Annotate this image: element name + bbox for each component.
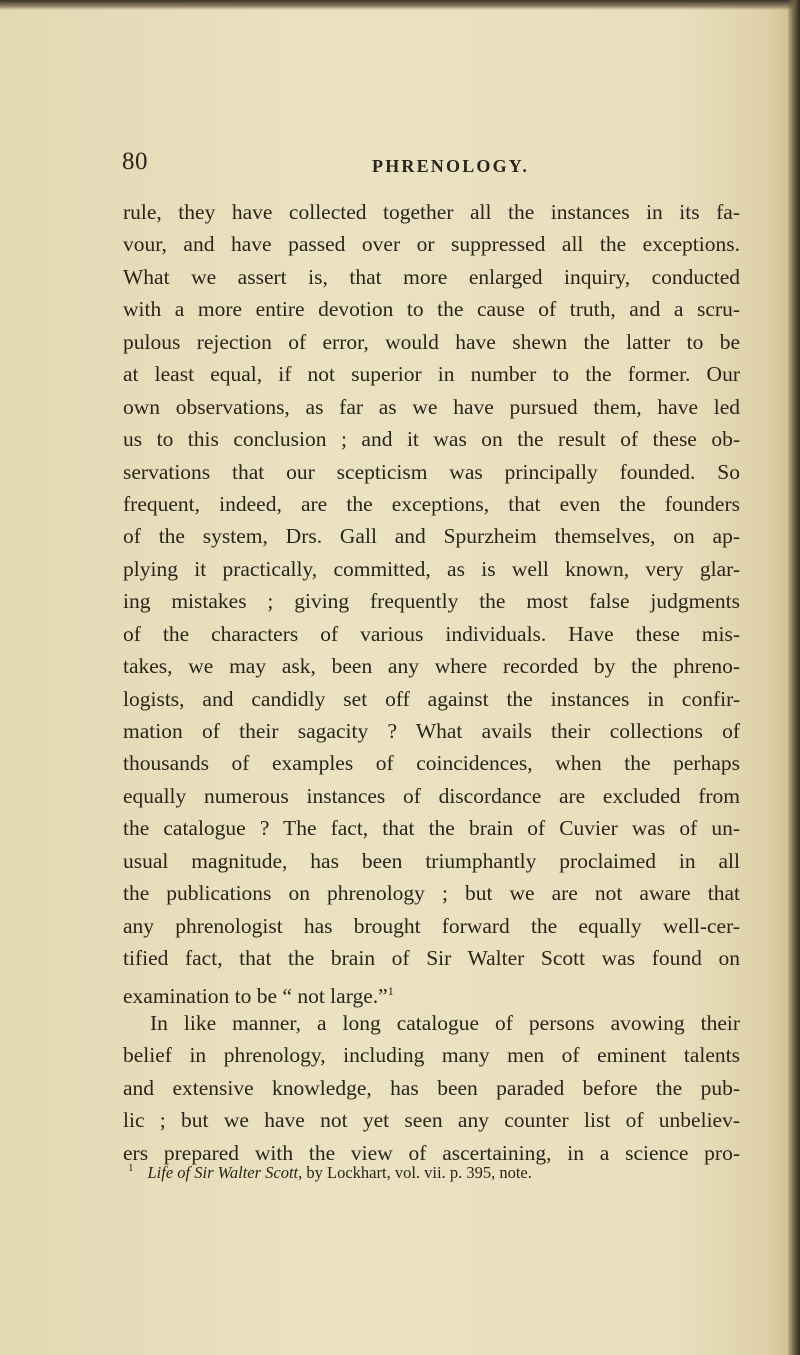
text-line: belief in phrenology, including many men of eminent talents [123,1043,740,1068]
page-top-edge [0,0,800,10]
text-line: vour, and have passed over or suppressed all the exceptions. [123,232,740,257]
text-line: tified fact, that the brain of Sir Walter Scott was found on [123,946,740,971]
text-line: the catalogue ? The fact, that the brain of Cuvier was of un- [123,816,740,841]
text-line: us to this conclusion ; and it was on the result of these ob- [123,427,740,452]
text-line: of the system, Drs. Gall and Spurzheim themselves, on ap- [123,524,740,549]
text-line: logists, and candidly set off against the instances in confir- [123,686,740,711]
footnote [128,1162,688,1183]
text-line: servations that our scepticism was principally founded. So [123,459,740,484]
text-line-content: examination to be “ not large.” [123,983,388,1008]
paragraph-start-line: In like manner, a long catalogue of persons avowing their [150,1010,740,1035]
text-line: and extensive knowledge, has been paraded before the pub- [123,1075,740,1100]
text-line: any phrenologist has brought forward the equally well-cer- [123,913,740,938]
text-line: mation of their sagacity ? What avails their collections of [123,719,740,743]
body-text [123,196,740,1169]
text-line: own observations, as far as we have pursued them, have led [123,394,740,419]
page-number: 80 [122,148,148,175]
text-line: ers prepared with the view of ascertaining, in a science pro- [123,1140,740,1165]
page-binding-edge [788,0,800,1355]
text-line-with-footnote-ref [123,975,740,1007]
text-line: of the characters of various individuals. Have these mis- [123,621,740,646]
footnote-reference: 1 [387,983,394,998]
text-line: frequent, indeed, are the exceptions, that even the founders [123,491,740,516]
footnote-citation: by Lockhart, vol. vii. p. 395, note. [302,1163,532,1182]
footnote-marker: 1 [128,1162,134,1174]
text-line: lic ; but we have not yet seen any counter list of unbeliev- [123,1108,740,1133]
text-line: rule, they have collected together all the instances in its fa- [123,200,740,224]
text-line: What we assert is, that more enlarged inquiry, conducted [123,264,740,289]
text-line: thousands of examples of coincidences, when the perhaps [123,751,740,776]
text-line: the publications on phrenology ; but we are not aware that [123,881,740,906]
text-line: at least equal, if not superior in number to the former. Our [123,362,740,387]
footnote-title: Life of Sir Walter Scott, [147,1163,303,1182]
running-head: PHRENOLOGY. [372,156,530,176]
text-line: usual magnitude, has been triumphantly proclaimed in all [123,848,740,873]
text-line: plying it practically, committed, as is well known, very glar- [123,556,740,581]
text-line: ing mistakes ; giving frequently the most false judgments [123,589,740,614]
text-line: with a more entire devotion to the cause of truth, and a scru- [123,297,740,322]
text-line: pulous rejection of error, would have shewn the latter to be [123,329,740,354]
text-line: takes, we may ask, been any where recorded by the phreno- [123,654,740,679]
page-header [122,148,762,184]
text-line: equally numerous instances of discordance are excluded from [123,783,740,808]
